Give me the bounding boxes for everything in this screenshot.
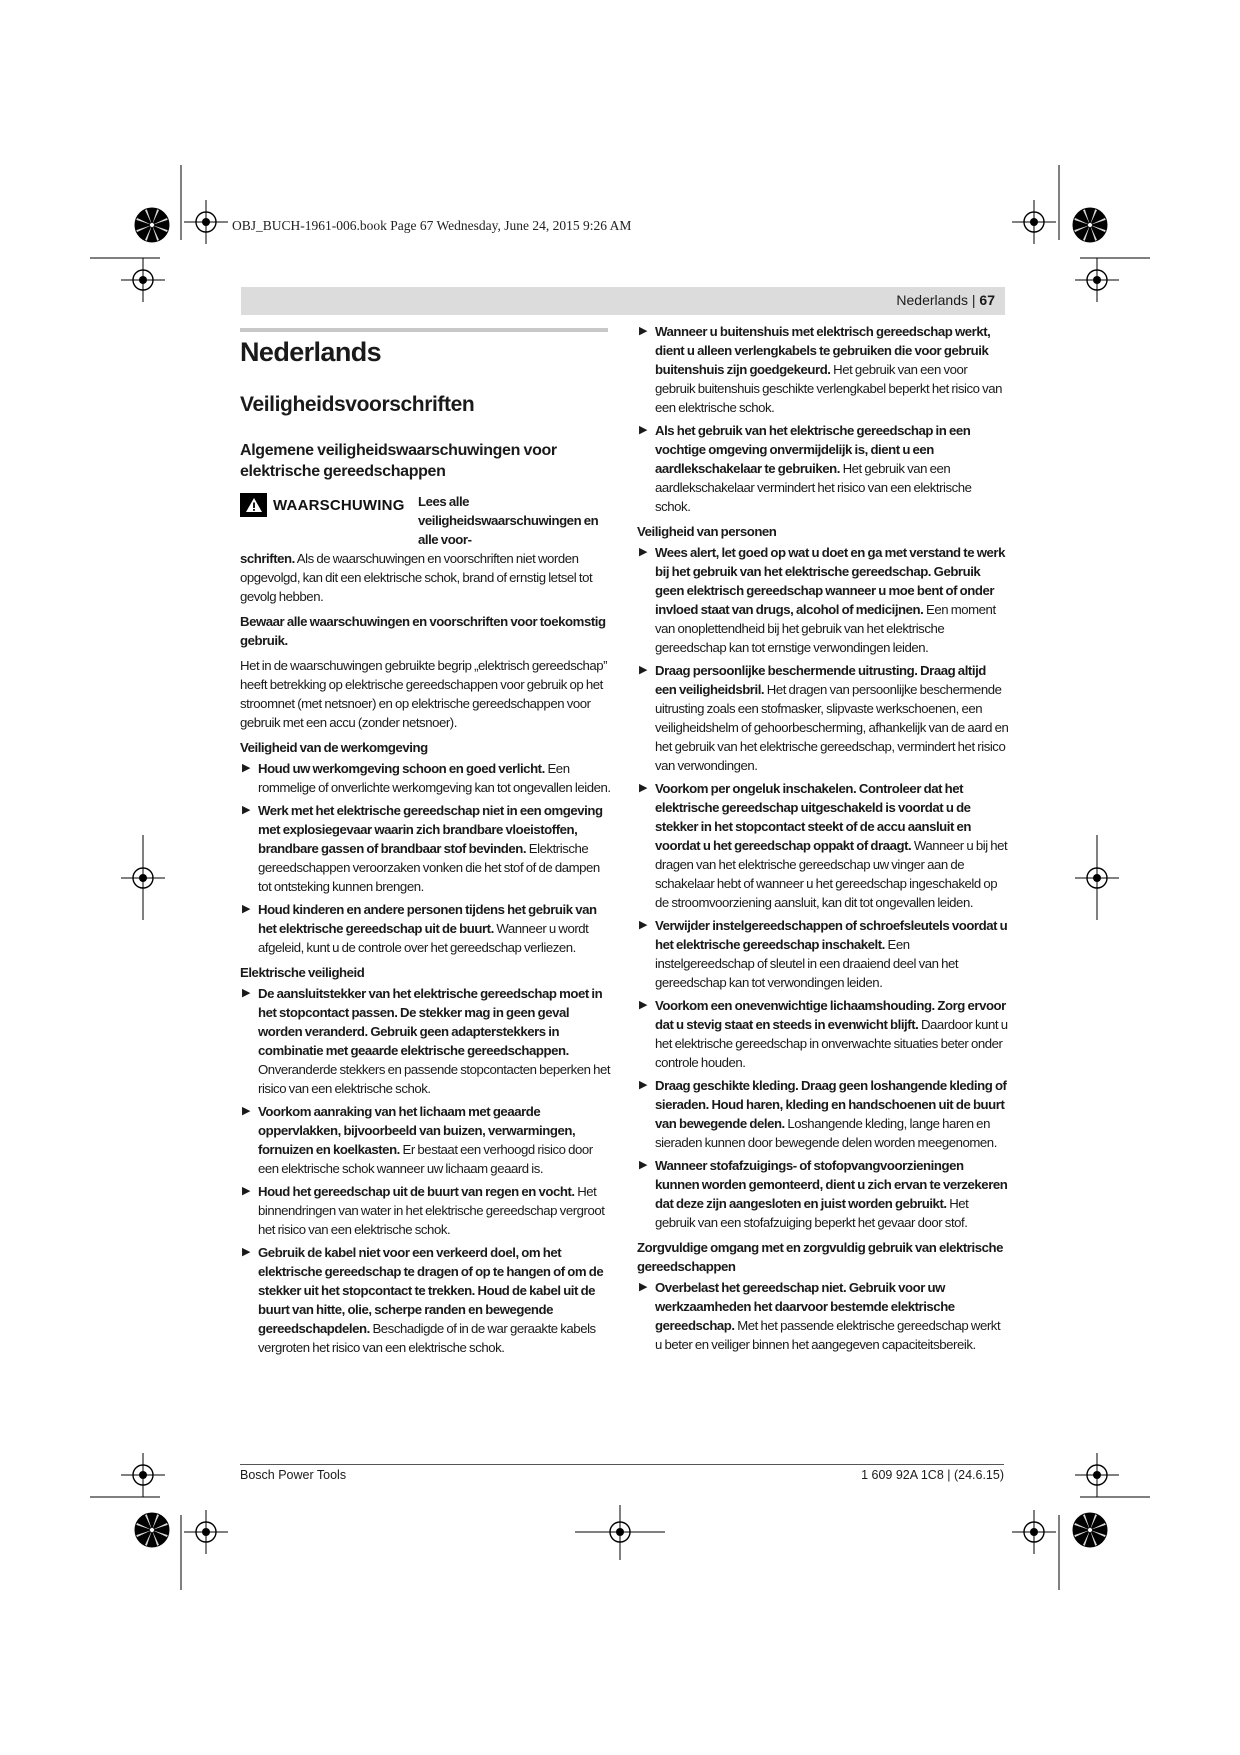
- footer-doc-number: 1 609 92A 1C8 | (24.6.15): [861, 1468, 1004, 1482]
- keep-instructions: [240, 612, 612, 650]
- triangle-right-icon: ▶: [639, 782, 648, 794]
- header-separator: |: [971, 292, 976, 308]
- warning-badge: [240, 493, 405, 517]
- triangle-right-icon: ▶: [242, 903, 251, 915]
- running-header: [241, 287, 1005, 315]
- triangle-right-icon: ▶: [639, 919, 648, 931]
- triangle-right-icon: ▶: [639, 546, 648, 558]
- careful-use-list: [637, 1278, 1009, 1354]
- careful-use-heading: Zorgvuldige omgang met en zorgvuldig gebruik van elektrische gereedschappen: [637, 1240, 1003, 1274]
- warning-cont-text: Als de waarschuwingen en voorschriften niet worden opgevolgd, kan dit een elektrische schok, brand of ernstig letsel tot gevolg hebben.: [240, 551, 593, 604]
- triangle-right-icon: ▶: [639, 999, 648, 1011]
- triangle-right-icon: ▶: [639, 664, 648, 676]
- right-column: [637, 322, 1009, 1358]
- subsection-title: Algemene veiligheidswaarschuwingen voor elektrische gereedschappen: [240, 442, 557, 480]
- list-item: ▶ De aansluitstekker van het elektrische gereedschap moet in het stopcontact passen. De stekker mag in geen geval worden veranderd. Gebruik geen adapterstekkers in combinatie met geaarde elektrische gereedschappen. Onveranderde stekkers en passende stopcontacten beperken het risico van een elektrische schok.: [242, 986, 611, 1096]
- electrical-list: [240, 984, 612, 1357]
- section-title: Veiligheidsvoorschriften: [240, 393, 475, 416]
- list-item: ▶ Wees alert, let goed op wat u doet en ga met verstand te werk bij het gebruik van het elektrische gereedschap. Gebruik geen elektrisch gereedschap wanneer u moe bent of onder invloed staat van drugs, alcohol of medicijnen. Een moment van onoplettendheid bij het gebruik van het elektrische gereedschap kan tot ernstige verwondingen leiden.: [639, 545, 1005, 655]
- triangle-right-icon: ▶: [242, 1185, 251, 1197]
- triangle-right-icon: ▶: [639, 424, 648, 436]
- footer-rule: [240, 1464, 1004, 1465]
- left-column: [240, 322, 612, 1361]
- page-title: Nederlands: [240, 337, 382, 367]
- electrical-list-continued: [637, 322, 1009, 516]
- triangle-right-icon: ▶: [242, 1105, 251, 1117]
- list-item: ▶ Voorkom een onevenwichtige lichaamshouding. Zorg ervoor dat u stevig staat en steeds in evenwicht blijft. Daardoor kunt u het elektrische gereedschap in onverwachte situaties beter onder controle houden.: [639, 998, 1008, 1070]
- header-language: Nederlands: [896, 292, 968, 308]
- warning-triangle-icon: [240, 493, 267, 517]
- triangle-right-icon: ▶: [639, 1281, 648, 1293]
- list-item: ▶ Overbelast het gereedschap niet. Gebruik voor uw werkzaamheden het daarvoor bestemde elektrische gereedschap. Met het passende elektrische gereedschap werkt u beter en veiliger binnen het aangegeven capaciteitsbereik.: [639, 1280, 1001, 1352]
- list-item: ▶ Voorkom per ongeluk inschakelen. Controleer dat het elektrische gereedschap uitgeschakeld is voordat u de stekker in het stopcontact steekt of de accu aansluit en voordat u het gereedschap oppakt of draagt. Wanneer u bij het dragen van het elektrische gereedschap uw vinger aan de schakelaar hebt of wanneer u het gereedschap ingeschakeld op de stroomvoorziening aansluit, kan dit tot ongevallen leiden.: [639, 781, 1008, 910]
- list-item: ▶ Werk met het elektrische gereedschap niet in een omgeving met explosiegevaar waarin zich brandbare vloeistoffen, brandbare gassen of brandbaar stof bevinden. Elektrische gereedschappen veroorzaken vonken die het stof of de dampen tot ontsteking kunnen brengen.: [242, 803, 603, 894]
- list-item: ▶ Draag geschikte kleding. Draag geen loshangende kleding of sieraden. Houd haren, kleding en handschoenen uit de buurt van bewegende delen. Loshangende kleding, lange haren en sieraden kunnen door bewegende delen worden meegenomen.: [639, 1078, 1007, 1150]
- print-info: OBJ_BUCH-1961-006.book Page 67 Wednesday, June 24, 2015 9:26 AM: [232, 218, 632, 233]
- list-item: ▶ Verwijder instelgereedschappen of schroefsleutels voordat u het elektrische gereedschap inschakelt. Een instelgereedschap of sleutel in een draaiend deel van het gereedschap kan tot verwondingen leiden.: [639, 918, 1008, 990]
- running-header-text: [896, 292, 995, 308]
- list-item: ▶ Houd uw werkomgeving schoon en goed verlicht. Een rommelige of onverlichte werkomgeving kan tot ongevallen leiden.: [242, 761, 611, 795]
- work-area-heading: Veiligheid van de werkomgeving: [240, 740, 428, 755]
- page-number: 67: [979, 292, 995, 308]
- definition-paragraph: Het in de waarschuwingen gebruikte begrip „elektrisch gereedschap” heeft betrekking op elektrische gereedschappen voor gebruik op het stroomnet (met netsnoer) en op elektrische gereedschappen voor gebruik met een accu (zonder netsnoer).: [240, 658, 608, 730]
- list-item: ▶ Wanneer u buitenshuis met elektrisch gereedschap werkt, dient u alleen verlengkabels te gebruiken die voor gebruik buitenshuis zijn goedgekeurd. Het gebruik van een voor gebruik buitenshuis geschikte verlengkabel beperkt het risico van een elektrische schok.: [639, 324, 1003, 415]
- triangle-right-icon: ▶: [639, 1079, 648, 1091]
- electrical-heading: Elektrische veiligheid: [240, 965, 365, 980]
- personal-list: [637, 543, 1009, 1232]
- warning-block: [240, 492, 612, 549]
- list-item: ▶ Als het gebruik van het elektrische gereedschap in een vochtige omgeving onvermijdelijk is, dient u een aardlekschakelaar te gebruiken. Het gebruik van een aardlekschakelaar vermindert het risico van een elektrische schok.: [639, 423, 972, 514]
- triangle-right-icon: ▶: [639, 1159, 648, 1171]
- footer-brand: Bosch Power Tools: [240, 1468, 347, 1482]
- list-item: ▶ Houd kinderen en andere personen tijdens het gebruik van het elektrische gereedschap uit de buurt. Wanneer u wordt afgeleid, kunt u de controle over het gereedschap verliezen.: [242, 902, 597, 955]
- list-item: ▶ Gebruik de kabel niet voor een verkeerd doel, om het elektrische gereedschap te dragen of op te hangen of om de stekker uit het stopcontact te trekken. Houd de kabel uit de buurt van hitte, olie, scherpe randen en bewegende gereedschapdelen. Beschadigde of in de war geraakte kabels vergroten het risico van een elektrische schok.: [242, 1245, 604, 1355]
- warning-lead: Lees alle veiligheidswaarschuwingen en alle voor-: [418, 494, 599, 547]
- personal-heading: Veiligheid van personen: [637, 524, 777, 539]
- list-item: ▶ Houd het gereedschap uit de buurt van regen en vocht. Het binnendringen van water in het elektrische gereedschap vergroot het risico van een elektrische schok.: [242, 1184, 605, 1237]
- list-item: ▶ Voorkom aanraking van het lichaam met geaarde oppervlakken, bijvoorbeeld van buizen, verwarmingen, fornuizen en koelkasten. Er bestaat een verhoogd risico door een elektrische schok wanneer uw lichaam geaard is.: [242, 1104, 593, 1176]
- warning-cont-bold: schriften.: [240, 551, 295, 566]
- warning-text: [240, 549, 612, 606]
- triangle-right-icon: ▶: [639, 325, 648, 337]
- list-item: ▶ Draag persoonlijke beschermende uitrusting. Draag altijd een veiligheidsbril. Het dragen van persoonlijke beschermende uitrusting zoals een stofmasker, slipvaste werkschoenen, een veiligheidshelm of gehoorbescherming, afhankelijk van de aard en het gebruik van het elektrische gereedschap, vermindert het risico van verwondingen.: [639, 663, 1009, 773]
- warning-label: WAARSCHUWING: [273, 496, 405, 514]
- work-area-list: [240, 759, 612, 957]
- triangle-right-icon: ▶: [242, 987, 251, 999]
- language-rule: [240, 328, 608, 332]
- triangle-right-icon: ▶: [242, 1246, 251, 1258]
- triangle-right-icon: ▶: [242, 804, 251, 816]
- keep-instructions-text: Bewaar alle waarschuwingen en voorschriften voor toekomstig gebruik.: [240, 614, 606, 648]
- triangle-right-icon: ▶: [242, 762, 251, 774]
- list-item: ▶ Wanneer stofafzuigings- of stofopvangvoorzieningen kunnen worden gemonteerd, dient u zich ervan te verzekeren dat deze zijn aangesloten en juist worden gebruikt. Het gebruik van een stofafzuiging beperkt het gevaar door stof.: [639, 1158, 1008, 1230]
